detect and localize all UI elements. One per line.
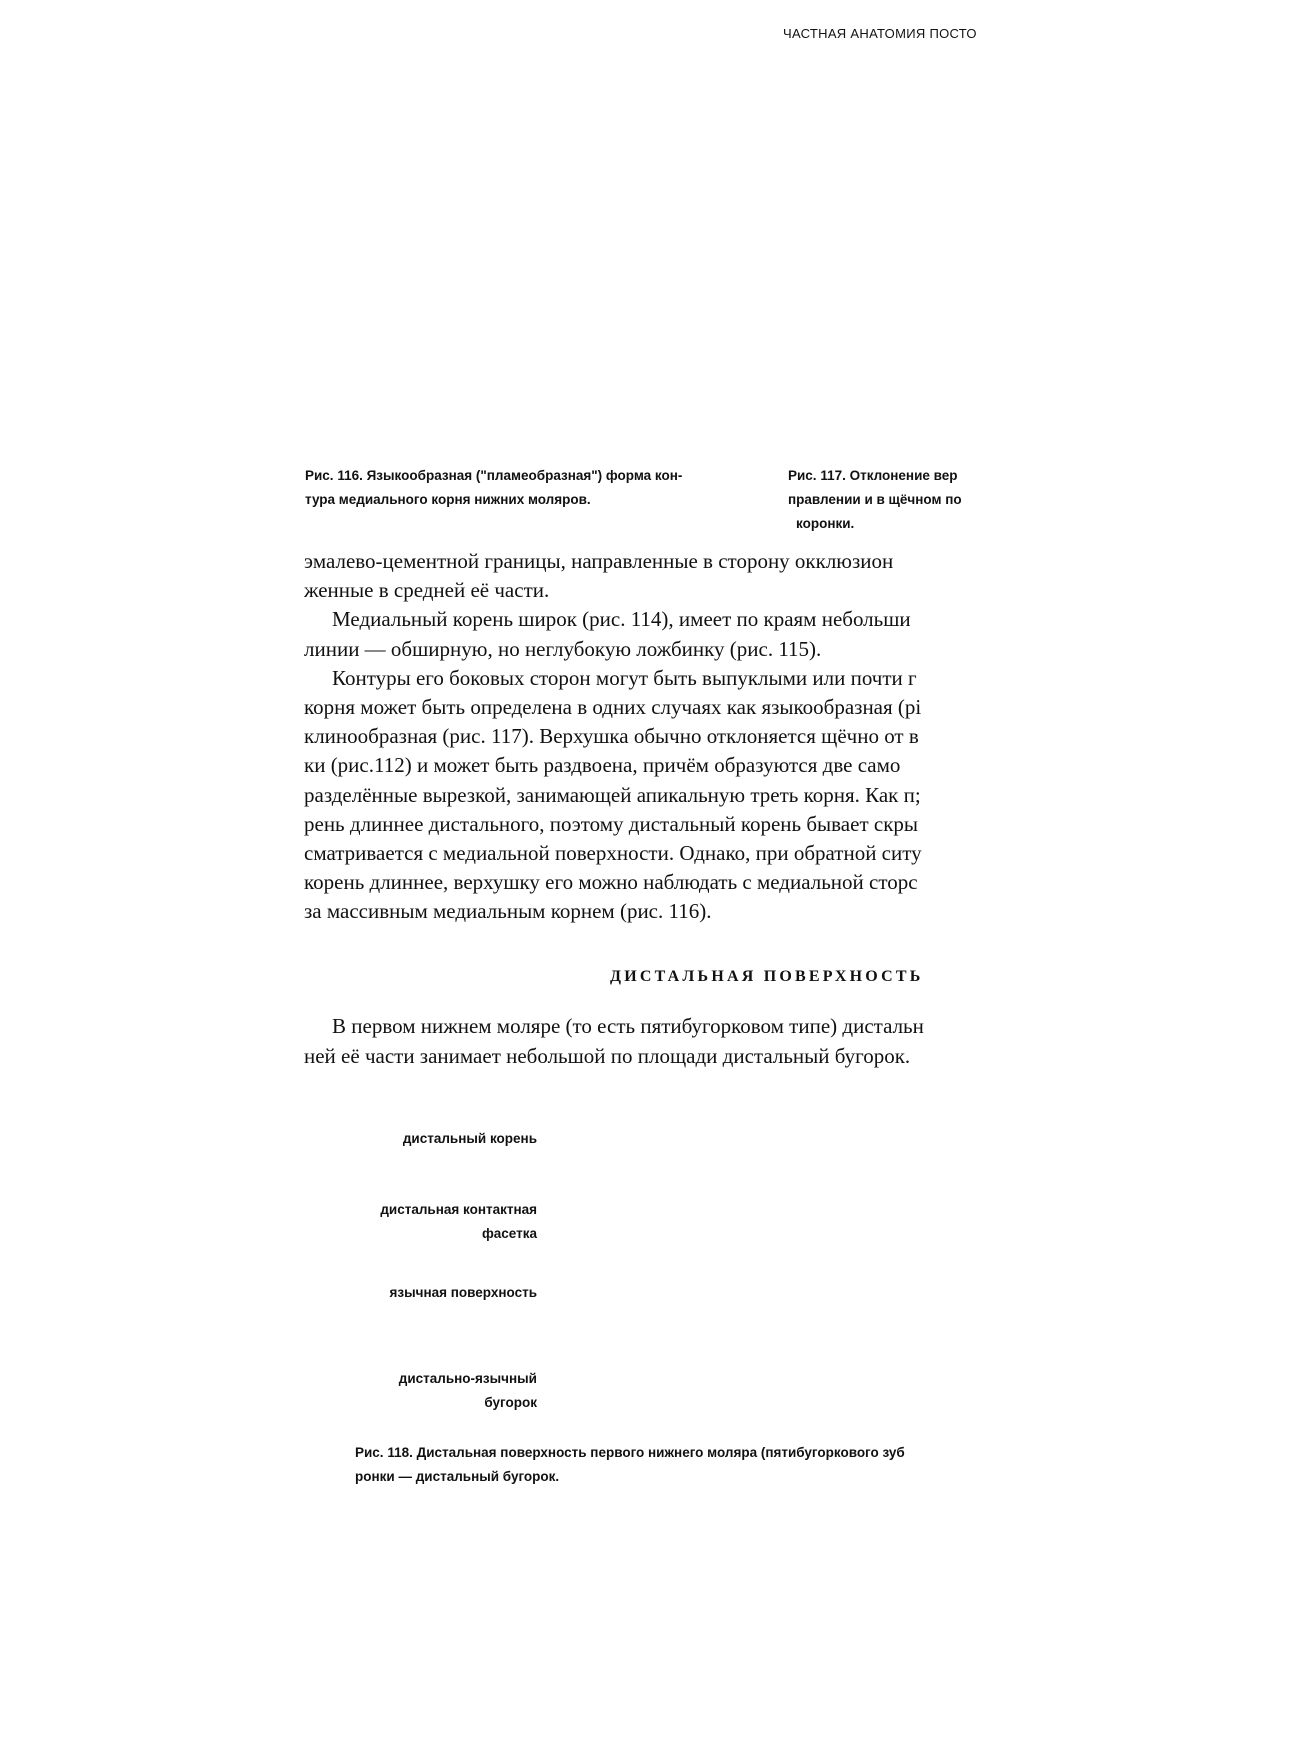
text-line: ки (рис.112) и может быть раздвоена, причём образуются две само — [304, 753, 901, 778]
text-line: линии — обширную, но неглубокую ложбинку (рис. 115). — [304, 636, 822, 661]
text-line: ней её части занимает небольшой по площади дистальный бугорок. — [304, 1043, 911, 1068]
caption-line: Рис. 117. Отклонение вер — [788, 468, 958, 483]
figure-116-caption — [305, 464, 760, 512]
text-line: сматривается с медиальной поверхности. Однако, при обратной ситу — [304, 841, 922, 866]
caption-line: правлении и в щёчном по — [788, 492, 962, 507]
label-line: дистальный корень — [402, 1131, 537, 1146]
text-line: В первом нижнем моляре (то есть пятибугорковом типе) дистальн — [332, 1014, 924, 1038]
text-line: разделённые вырезкой, занимающей апикальную треть корня. Как п; — [304, 782, 921, 807]
caption-line: тура медиального корня нижних моляров. — [305, 492, 591, 507]
text-line: Медиальный корень широк (рис. 114), имеет по краям небольши — [332, 607, 911, 632]
running-head: ЧАСТНАЯ АНАТОМИЯ ПОСТО — [783, 26, 977, 41]
caption-line: Рис. 116. Языкообразная ("пламеобразная") форма кон- — [305, 468, 683, 483]
section-body-text — [304, 1012, 1012, 1071]
label-lingual-surface — [390, 1281, 538, 1305]
figure-118-caption — [355, 1441, 1015, 1489]
section-heading: ДИСТАЛЬНАЯ ПОВЕРХНОСТЬ — [610, 968, 924, 985]
caption-line: коронки. — [796, 516, 855, 531]
label-line: дистальная контактная — [380, 1202, 537, 1217]
label-distolingual-cusp — [399, 1367, 537, 1415]
text-line: женные в средней её части. — [304, 578, 550, 603]
text-line: корень длиннее, верхушку его можно наблюдать с медиальной сторс — [304, 870, 918, 895]
body-text — [304, 547, 1012, 927]
text-line: эмалево-цементной границы, направленные в сторону окклюзион — [304, 549, 894, 573]
caption-line: Рис. 118. Дистальная поверхность первого нижнего моляра (пятибугоркового зуб — [355, 1445, 905, 1460]
text-line: рень длиннее дистального, поэтому дистальный корень бывает скры — [304, 811, 919, 836]
label-line: фасетка — [481, 1226, 537, 1241]
label-line: дистально-язычный — [398, 1371, 537, 1386]
text-line: корня может быть определена в одних случаях как языкообразная (рі — [304, 695, 922, 720]
figure-117-caption — [788, 464, 1008, 536]
label-line: язычная поверхность — [389, 1285, 537, 1300]
label-line: бугорок — [484, 1395, 537, 1410]
label-distal-contact-facet — [380, 1198, 537, 1246]
caption-line: ронки — дистальный бугорок. — [355, 1469, 560, 1484]
text-line: за массивным медиальным корнем (рис. 116). — [304, 899, 712, 924]
text-line: Контуры его боковых сторон могут быть выпуклыми или почти г — [332, 665, 917, 690]
text-line: клинообразная (рис. 117). Верхушка обычно отклоняется щёчно от в — [304, 724, 919, 749]
label-distal-root — [403, 1127, 537, 1151]
